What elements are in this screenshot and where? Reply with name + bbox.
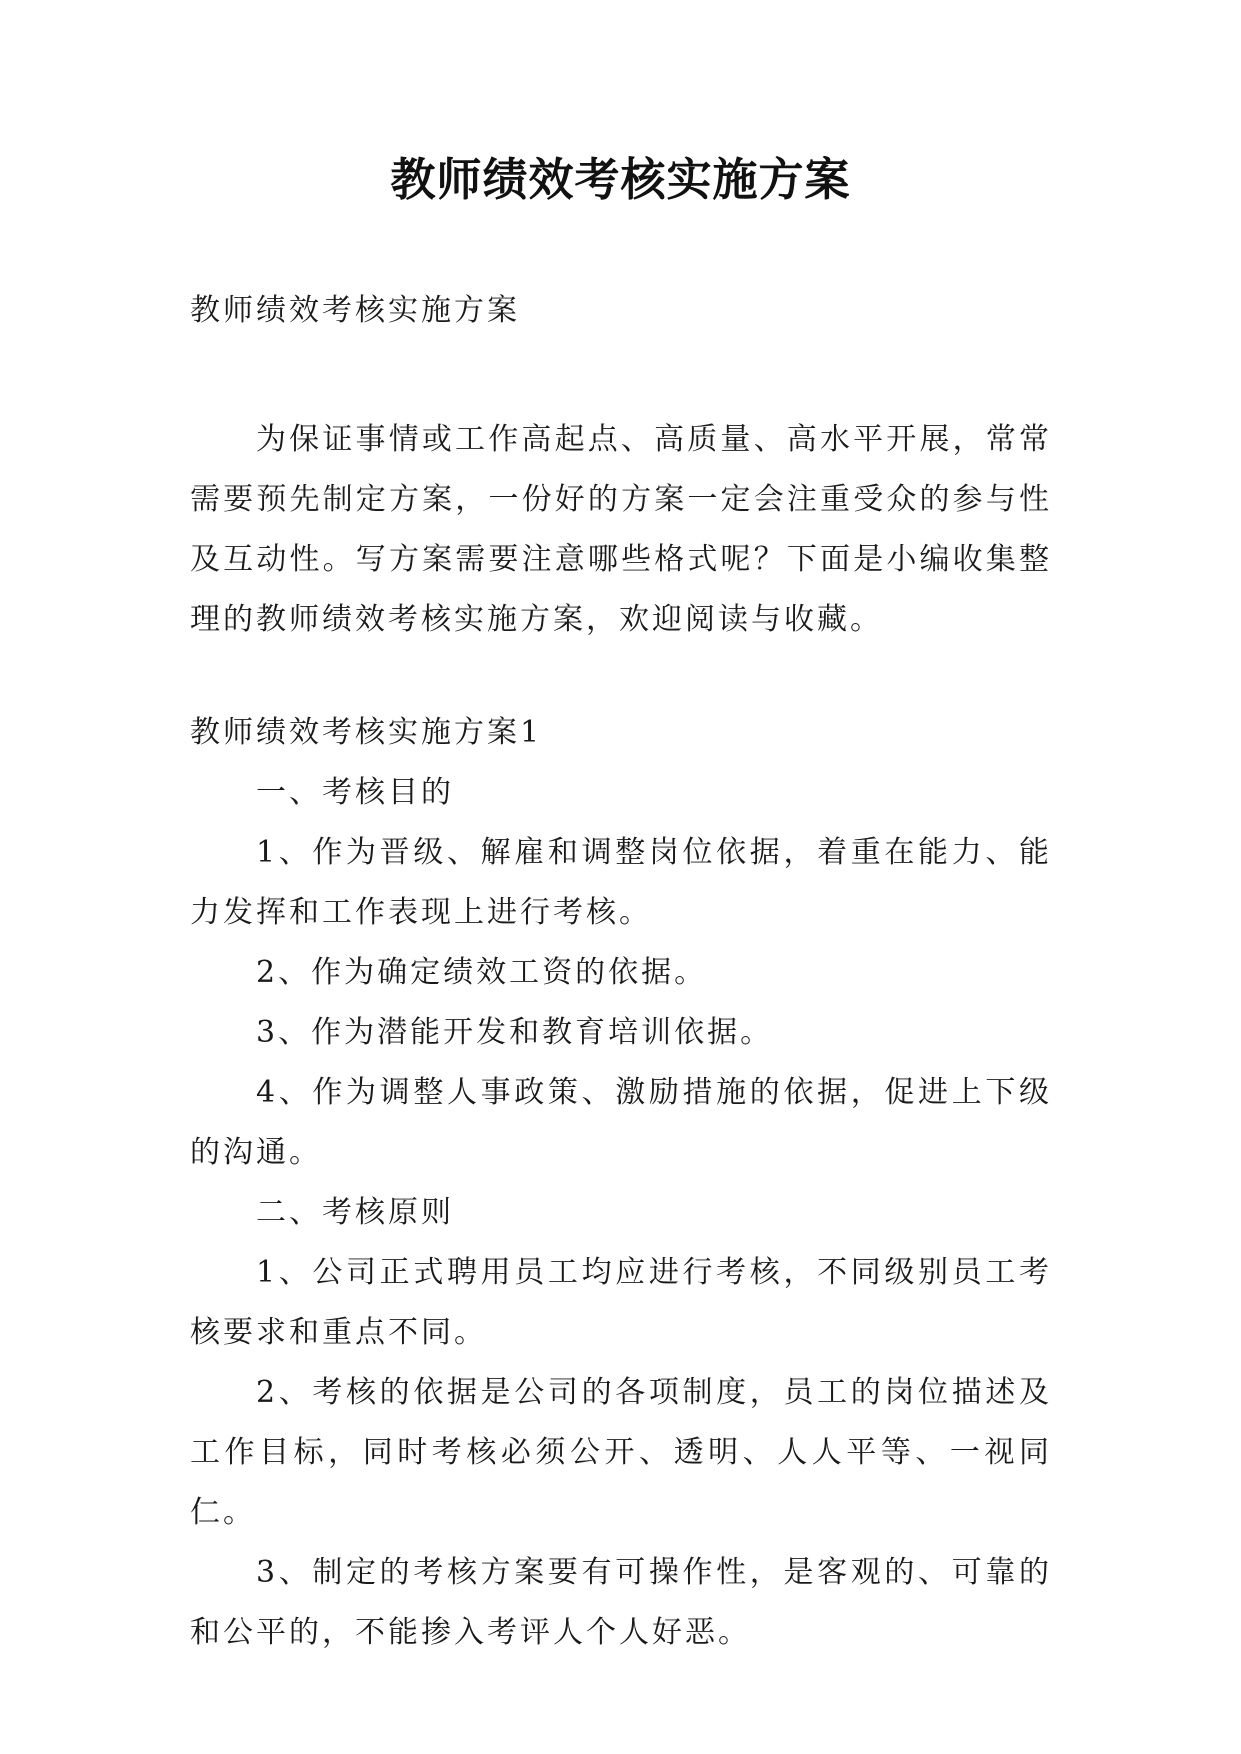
body-paragraph: 2、作为确定绩效工资的依据。	[256, 955, 708, 990]
section-heading: 教师绩效考核实施方案1	[190, 715, 543, 750]
intro-paragraph: 为保证事情或工作高起点、高质量、高水平开展，常常需要预先制定方案，一份好的方案一定会注重受众的参与性及互动性。写方案需要注意哪些格式呢？下面是小编收集整理的教师绩效考核实施方案，欢迎阅读与收藏。	[190, 422, 1052, 637]
body-paragraph: 2、考核的依据是公司的各项制度，员工的岗位描述及工作目标，同时考核必须公开、透明、人人平等、一视同仁。	[190, 1375, 1052, 1530]
body-paragraph: 1、作为晋级、解雇和调整岗位依据，着重在能力、能力发挥和工作表现上进行考核。	[190, 835, 1052, 930]
heading-purpose: 一、考核目的	[256, 775, 454, 810]
document-body	[190, 703, 1052, 1663]
body-paragraph: 4、作为调整人事政策、激励措施的依据，促进上下级的沟通。	[190, 1075, 1052, 1170]
body-paragraph: 3、作为潜能开发和教育培训依据。	[256, 1015, 774, 1050]
document-subtitle: 教师绩效考核实施方案	[190, 293, 520, 328]
body-paragraph: 3、制定的考核方案要有可操作性，是客观的、可靠的和公平的，不能掺入考评人个人好恶。	[190, 1555, 1052, 1650]
document-title: 教师绩效考核实施方案	[390, 153, 851, 206]
heading-principles: 二、考核原则	[256, 1195, 454, 1230]
body-paragraph: 1、公司正式聘用员工均应进行考核，不同级别员工考核要求和重点不同。	[190, 1255, 1052, 1350]
